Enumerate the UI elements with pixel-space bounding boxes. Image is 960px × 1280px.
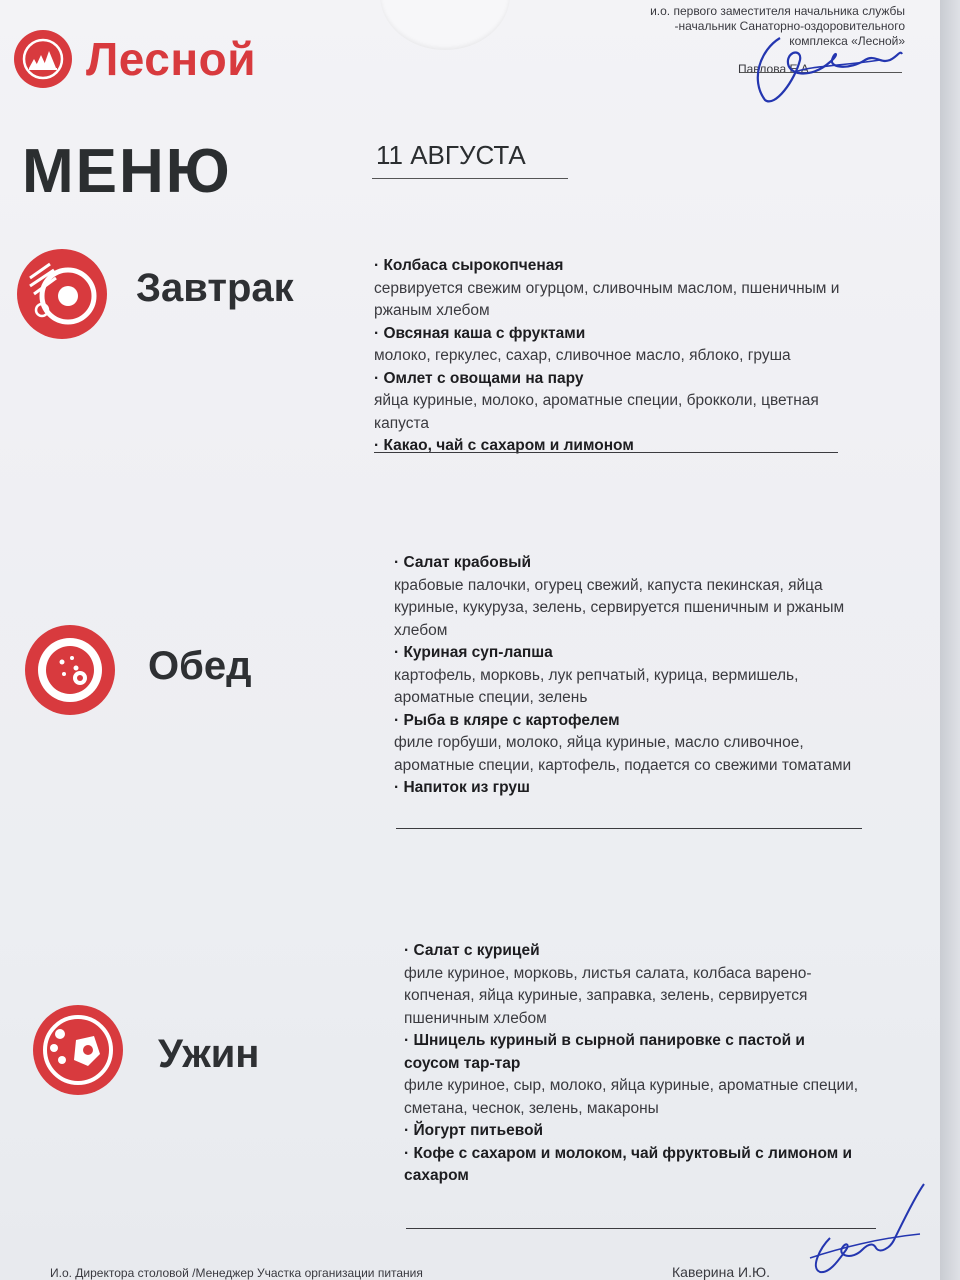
dish-name: · Колбаса сырокопченая xyxy=(374,255,844,278)
menu-date: 11 АВГУСТА xyxy=(376,140,526,170)
forest-logo-icon xyxy=(14,30,72,88)
punch-hole xyxy=(380,0,510,50)
footer-signature xyxy=(790,1178,930,1280)
dish-name: · Какао, чай с сахаром и лимоном xyxy=(374,435,844,458)
meal-name-dinner: Ужин xyxy=(158,1032,260,1076)
dish-name: · Салат с курицей xyxy=(404,940,864,963)
divider-breakfast xyxy=(374,452,838,453)
dish-desc: сервируется свежим огурцом, сливочным маслом, пшеничным и ржаным хлебом xyxy=(374,279,840,319)
dish-name: · Куриная суп-лапша xyxy=(394,642,864,665)
dish-name: · Кофе с сахаром и молоком, чай фруктовый с лимоном и сахаром xyxy=(404,1143,864,1188)
approval-signature xyxy=(740,20,910,110)
dish-desc: филе горбуши, молоко, яйца куриные, масло сливочное, ароматные специи, картофель, подается со свежими томатами xyxy=(394,734,852,774)
divider-lunch xyxy=(396,828,862,829)
approval-line-2: -начальник Санаторно-оздоровительного xyxy=(674,19,905,33)
meal-name-lunch: Обед xyxy=(148,644,252,688)
approval-line-3: комплекса «Лесной» xyxy=(789,34,905,48)
dish-list-lunch xyxy=(394,552,864,800)
dinner-plate-icon xyxy=(32,1004,124,1096)
dish-name: · Омлет с овощами на пару xyxy=(374,368,844,391)
dish-desc: молоко, геркулес, сахар, сливочное масло, яблоко, груша xyxy=(374,347,791,364)
brand xyxy=(14,30,256,88)
dish-name: · Йогурт питьевой xyxy=(404,1120,864,1143)
date-underline xyxy=(372,178,568,179)
dish-desc: крабовые палочки, огурец свежий, капуста пекинская, яйца куриные, кукуруза, зелень, сервируется пшеничным и ржаным хлебом xyxy=(394,576,845,639)
brand-name: Лесной xyxy=(86,33,256,85)
dish-name: · Шницель куриный в сырной панировке с пастой и соусом тар-тар xyxy=(404,1030,864,1075)
dish-name: · Салат крабовый xyxy=(394,552,864,575)
dish-desc: филе куриное, сыр, молоко, яйца куриные, ароматные специи, сметана, чеснок, зелень, макароны xyxy=(404,1077,859,1117)
footer-position: И.о. Директора столовой /Менеджер Участка организации питания xyxy=(50,1266,423,1280)
dish-name: · Рыба в кляре с картофелем xyxy=(394,710,864,733)
page-title: МЕНЮ xyxy=(22,137,232,206)
dish-name: · Напиток из груш xyxy=(394,777,864,800)
dish-list-breakfast xyxy=(374,255,844,458)
footer-signer: Каверина И.Ю. xyxy=(672,1264,771,1280)
breakfast-plate-icon xyxy=(16,248,108,340)
meal-name-breakfast: Завтрак xyxy=(136,266,294,310)
dish-desc: картофель, морковь, лук репчатый, курица, вермишель, ароматные специи, зелень xyxy=(394,666,799,706)
approval-line-1: и.о. первого заместителя начальника службы xyxy=(650,4,905,18)
dish-desc: яйца куриные, молоко, ароматные специи, брокколи, цветная капуста xyxy=(374,392,819,432)
dish-list-dinner xyxy=(404,940,864,1188)
dish-desc: филе куриное, морковь, листья салата, колбаса варено-копченая, яйца куриные, заправка, зелень, сервируется пшеничным хлебом xyxy=(404,964,812,1027)
lunch-bowl-icon xyxy=(24,624,116,716)
page-edge xyxy=(940,0,960,1280)
approval-signer: Павлова Е.А. xyxy=(738,62,813,76)
dish-name: · Овсяная каша с фруктами xyxy=(374,323,844,346)
